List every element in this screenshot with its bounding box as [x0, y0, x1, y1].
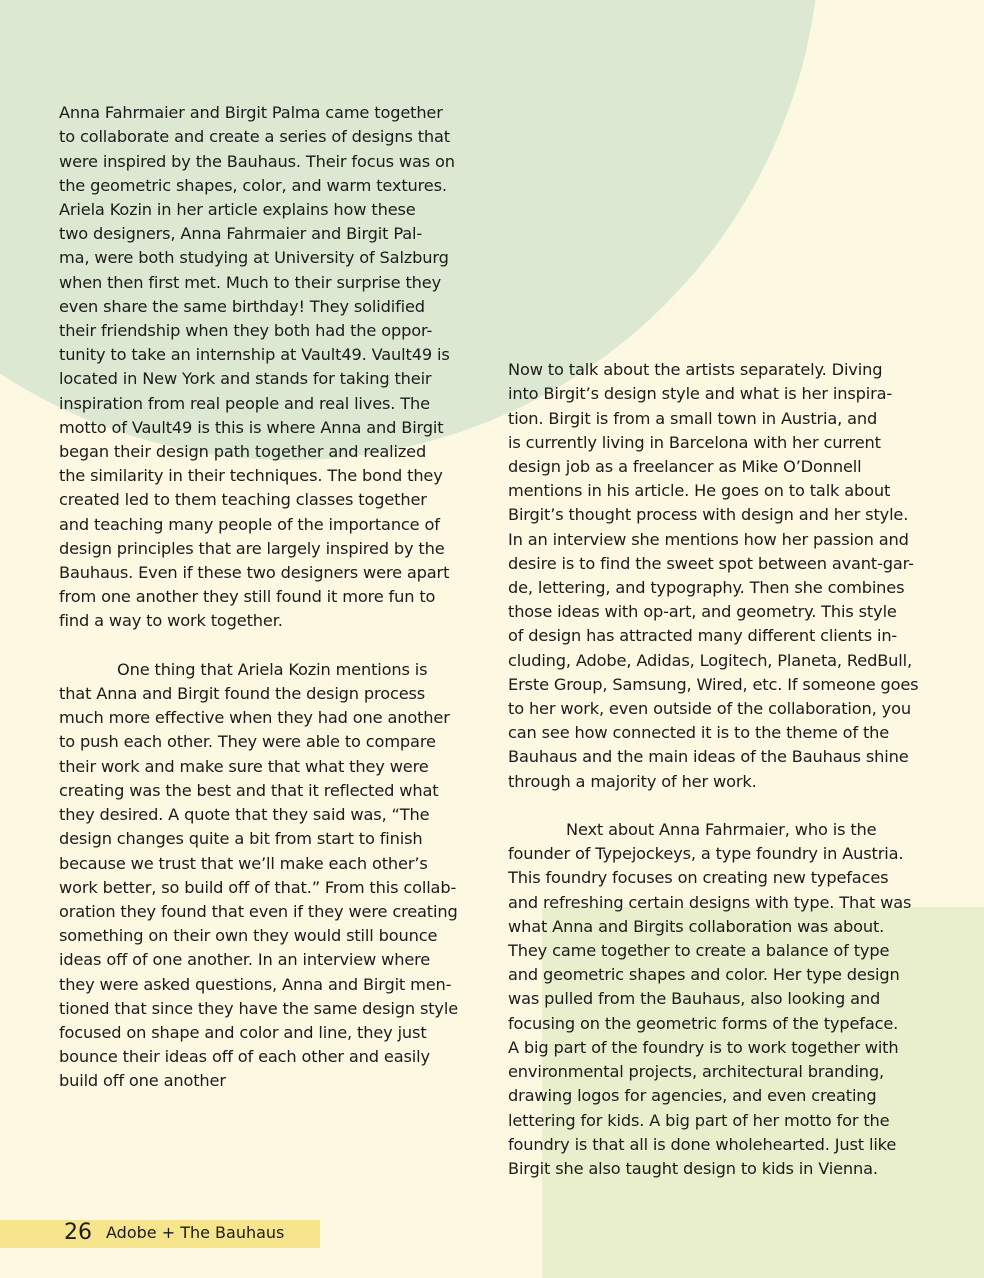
- page-number: 26: [64, 1220, 92, 1245]
- paragraph: One thing that Ariela Kozin mentions is that Anna and Birgit found the design process much more effective when they had one another to push each other. They were able to compare their work and make sure that what they were creating was the best and that it reflected what they desired. A quote that they said was, “The design changes quite a bit from start to finish because we trust that we’ll make each other’s work better, so build off of that.” From this collab- oration they found that even if they were creating something on their own they would still bounce ideas off of one another. In an interview where they were asked questions, Anna and Birgit men- tioned that since they have the same design style focused on shape and color and line, they just bounce their ideas off of each other and easily build off one another: [59, 659, 459, 1091]
- article-column-right: [508, 334, 936, 1205]
- article-column-left: [59, 77, 474, 1118]
- paragraph: Now to talk about the artists separately. Diving into Birgit’s design style and what is her inspira- tion. Birgit is from a small town in Austria, and is currently living in Barcelona with her current design job as a freelancer as Mike O’Donnell mentions in his article. He goes on to talk about Birgit’s thought process with design and her style. In an interview she mentions how her passion and desire is to find the sweet spot between avant-gar- de, lettering, and typography. Then she combines those ideas with op-art, and geometry. This style of design has attracted many different clients in- cluding, Adobe, Adidas, Logitech, Planeta, RedBull, Erste Group, Samsung, Wired, etc. If someone goes to her work, even outside of the collaboration, you can see how connected it is to the theme of the Bauhaus and the main ideas of the Bauhaus shine through a majority of her work.: [508, 360, 919, 791]
- running-head: Adobe + The Bauhaus: [106, 1223, 285, 1242]
- paragraph: Next about Anna Fahrmaier, who is the founder of Typejockeys, a type foundry in Austria. This foundry focuses on creating new typefaces and refreshing certain designs with type. That was what Anna and Birgits collaboration was about. They came together to create a balance of type and geometric shapes and color. Her type design was pulled from the Bauhaus, also looking and focusing on the geometric forms of the typeface. A big part of the foundry is to work together with environmental projects, architectural branding, drawing logos for agencies, and even creating lettering for kids. A big part of her motto for the foundry is that all is done wholehearted. Just like Birgit she also taught design to kids in Vienna.: [508, 820, 912, 1178]
- paragraph: Anna Fahrmaier and Birgit Palma came together to collaborate and create a series of designs that were inspired by the Bauhaus. Their focus was on the geometric shapes, color, and warm textures. Ariela Kozin in her article explains how these two designers, Anna Fahrmaier and Birgit Pal- ma, were both studying at University of Salzburg when then first met. Much to their surprise they even share the same birthday! They solidified their friendship when they both had the oppor- tunity to take an internship at Vault49. Vault49 is located in New York and stands for taking their inspiration from real people and real lives. The motto of Vault49 is this is where Anna and Birgit began their design path together and realized the similarity in their techniques. The bond they created led to them teaching classes together and teaching many people of the importance of design principles that are largely inspired by the Bauhaus. Even if these two designers were apart from one another they still found it more fun to find a way to work together.: [59, 103, 455, 631]
